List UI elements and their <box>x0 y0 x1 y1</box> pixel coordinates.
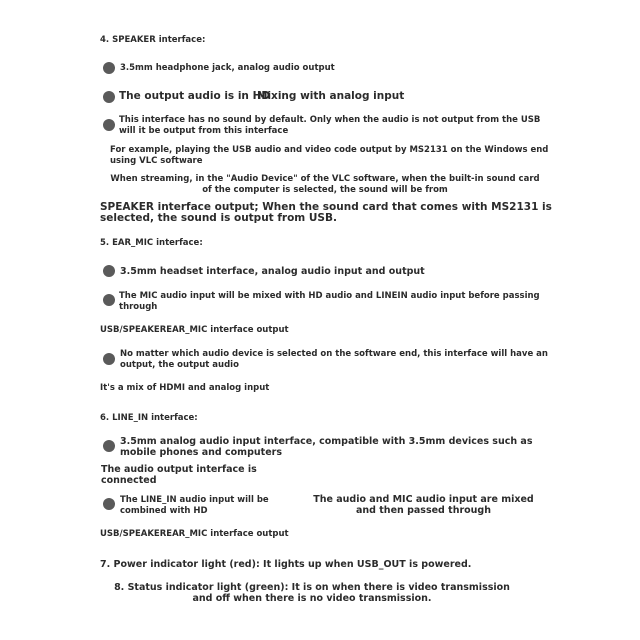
bullet-icon <box>103 498 115 510</box>
status-indicator-note: 8. Status indicator light (green): It is on when there is video transmission and off when there is no video transmission. <box>114 582 510 604</box>
bullet-icon <box>103 91 115 103</box>
ear-mic-output: USB/SPEAKEREAR_MIC interface output <box>100 325 289 335</box>
speaker-output-note: SPEAKER interface output; When the sound card that comes with MS2131 is selected, the sound is output from USB. <box>100 201 552 224</box>
speaker-example: For example, playing the USB audio and video code output by MS2131 on the Windows end using VLC software <box>110 145 549 166</box>
line-in-bullet-2b: The audio and MIC audio input are mixed and then passed through <box>313 494 534 516</box>
ear-mic-bullet-2: The MIC audio input will be mixed with HD audio and LINEIN audio input before passing through <box>119 291 540 312</box>
bullet-icon <box>103 265 115 277</box>
section-5-title: 5. EAR_MIC interface: <box>100 238 203 248</box>
line-in-bullet-1: 3.5mm analog audio input interface, compatible with 3.5mm devices such as mobile phones and computers <box>120 436 533 458</box>
bullet-icon <box>103 62 115 74</box>
bullet-icon <box>103 440 115 452</box>
power-indicator-note: 7. Power indicator light (red): It lights up when USB_OUT is powered. <box>100 559 472 570</box>
section-6-title: 6. LINE_IN interface: <box>100 413 198 423</box>
ear-mic-mix-note: It's a mix of HDMI and analog input <box>100 383 270 393</box>
section-4-title: 4. SPEAKER interface: <box>100 35 206 45</box>
bullet-icon <box>103 119 115 131</box>
speaker-bullet-3: This interface has no sound by default. Only when the audio is not output from the USB will it be output from this interface <box>119 115 541 136</box>
bullet-icon <box>103 294 115 306</box>
speaker-bullet-2a: The output audio is in HD <box>119 90 271 102</box>
line-in-bullet-2a: The LINE_IN audio input will be combined with HD <box>120 495 269 516</box>
ear-mic-bullet-3: No matter which audio device is selected on the software end, this interface will have an output, the output audio <box>120 349 548 370</box>
ear-mic-bullet-1: 3.5mm headset interface, analog audio input and output <box>120 266 425 277</box>
speaker-bullet-2b: Mixing with analog input <box>257 90 405 102</box>
bullet-icon <box>103 353 115 365</box>
line-in-output-note: The audio output interface is connected <box>101 464 257 486</box>
speaker-streaming-note: When streaming, in the "Audio Device" of the VLC software, when the built-in sound card of the computer is selected, the sound will be from <box>110 174 540 195</box>
line-in-output: USB/SPEAKEREAR_MIC interface output <box>100 529 289 539</box>
speaker-bullet-1: 3.5mm headphone jack, analog audio output <box>120 63 335 73</box>
